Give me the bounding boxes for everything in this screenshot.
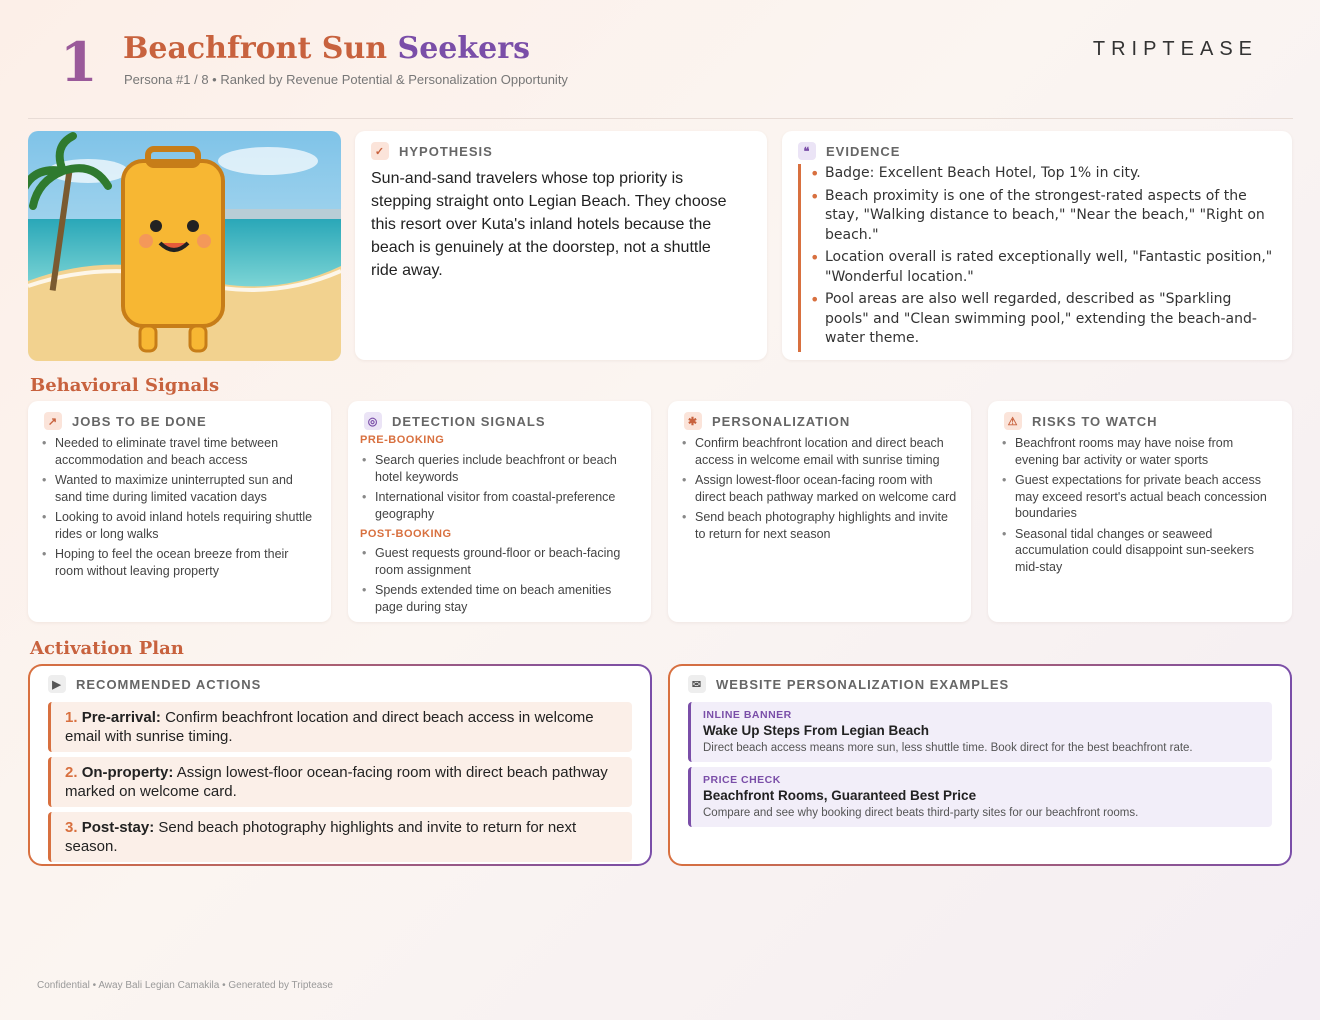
evidence-card bbox=[782, 131, 1292, 360]
action-item-post-stay bbox=[48, 812, 632, 862]
jobs-heading: JOBS TO BE DONE bbox=[72, 413, 207, 429]
action-item-pre-arrival bbox=[48, 702, 632, 752]
risks-heading: RISKS TO WATCH bbox=[1032, 413, 1158, 429]
hypothesis-header bbox=[371, 141, 493, 161]
action-label: Post-stay: bbox=[81, 819, 155, 836]
pre-booking-label: PRE-BOOKING bbox=[360, 434, 445, 446]
page-footer: Confidential • Away Bali Legian Camakila • Generated by Triptease bbox=[37, 980, 333, 991]
mail-icon: ✉ bbox=[688, 675, 706, 693]
warning-icon: ⚠ bbox=[1004, 412, 1022, 430]
personalization-heading: PERSONALIZATION bbox=[712, 413, 851, 429]
behavioral-signals-title: Behavioral Signals bbox=[30, 375, 220, 396]
example-label: PRICE CHECK bbox=[703, 774, 781, 786]
personalization-card bbox=[668, 401, 971, 622]
hypothesis-heading: HYPOTHESIS bbox=[399, 143, 493, 159]
list-item: • Spends extended time on beach amenities page during stay bbox=[362, 582, 638, 615]
list-item: • Guest expectations for private beach access may exceed resort's actual beach concession boundaries bbox=[1002, 472, 1278, 522]
example-description: Compare and see why booking direct beats third-party sites for our beachfront rooms. bbox=[703, 807, 1139, 819]
personalization-header bbox=[684, 411, 850, 431]
activation-plan-title: Activation Plan bbox=[30, 638, 184, 659]
hypothesis-card bbox=[355, 131, 767, 360]
example-label: INLINE BANNER bbox=[703, 709, 792, 721]
evidence-item: • Pool areas are also well regarded, described as "Sparkling pools" and "Clean swimming pool," extending the beach-and-water theme. bbox=[825, 290, 1278, 349]
recommended-actions-card bbox=[28, 664, 652, 866]
examples-header bbox=[688, 674, 1009, 694]
list-item: • Seasonal tidal changes or seaweed accumulation could disappoint sun-seekers mid-stay bbox=[1002, 526, 1278, 576]
action-text: Confirm beachfront location and direct beach access in welcome email with sunrise timing. bbox=[65, 709, 594, 745]
hypothesis-text: Sun-and-sand travelers whose top priority is stepping straight onto Legian Beach. They choose this resort over Kuta's inland hotels because the beach is genuinely at the doorstep, not a shuttle ride away. bbox=[371, 170, 727, 279]
jobs-list bbox=[42, 435, 318, 583]
evidence-item: • Location overall is rated exceptionally well, "Fantastic position," "Wonderful location." bbox=[825, 248, 1278, 287]
evidence-list bbox=[798, 164, 1278, 352]
example-description: Direct beach access means more sun, less shuttle time. Book direct for the best beachfront rate. bbox=[703, 742, 1193, 754]
list-item: • Wanted to maximize uninterrupted sun and sand time during limited vacation days bbox=[42, 472, 318, 505]
page-subtitle: Persona #1 / 8 • Ranked by Revenue Potential & Personalization Opportunity bbox=[124, 72, 568, 87]
action-text: Assign lowest-floor ocean-facing room with direct beach pathway marked on welcome card. bbox=[65, 764, 608, 800]
arrow-up-right-icon: ↗ bbox=[44, 412, 62, 430]
quote-icon: ❝ bbox=[798, 142, 816, 160]
website-examples-card bbox=[668, 664, 1292, 866]
action-number: 2. bbox=[65, 764, 78, 781]
list-item: • International visitor from coastal-preference geography bbox=[362, 489, 638, 522]
evidence-item: • Badge: Excellent Beach Hotel, Top 1% in city. bbox=[825, 164, 1278, 184]
title-part-1: Beachfront Sun bbox=[123, 31, 388, 66]
list-item: • Looking to avoid inland hotels requiring shuttle rides or long walks bbox=[42, 509, 318, 542]
personalization-list bbox=[682, 435, 958, 546]
action-label: Pre-arrival: bbox=[81, 709, 161, 726]
asterisk-icon: ✱ bbox=[684, 412, 702, 430]
example-title: Beachfront Rooms, Guaranteed Best Price bbox=[703, 788, 977, 803]
risks-card bbox=[988, 401, 1292, 622]
page-title bbox=[123, 30, 530, 68]
pre-booking-list bbox=[362, 452, 638, 526]
risks-list bbox=[1002, 435, 1278, 579]
example-inline-banner bbox=[688, 702, 1272, 762]
page-header bbox=[0, 0, 1320, 120]
post-booking-label: POST-BOOKING bbox=[360, 528, 452, 540]
risks-header bbox=[1004, 411, 1157, 431]
evidence-item: • Beach proximity is one of the strongest-rated aspects of the stay, "Walking distance to beach," "Near the beach," "Right on beach." bbox=[825, 187, 1278, 246]
example-title: Wake Up Steps From Legian Beach bbox=[703, 723, 930, 738]
play-icon: ▶ bbox=[48, 675, 66, 693]
post-booking-list bbox=[362, 545, 638, 619]
brand-logo: TRIPTEASE bbox=[1092, 38, 1258, 60]
list-item: • Beachfront rooms may have noise from evening bar activity or water sports bbox=[1002, 435, 1278, 468]
actions-heading: RECOMMENDED ACTIONS bbox=[76, 676, 262, 692]
persona-illustration bbox=[28, 131, 341, 361]
check-icon: ✓ bbox=[371, 142, 389, 160]
jobs-card bbox=[28, 401, 331, 622]
detection-header bbox=[364, 411, 546, 431]
target-icon: ◎ bbox=[364, 412, 382, 430]
action-number: 3. bbox=[65, 819, 78, 836]
evidence-heading: EVIDENCE bbox=[826, 143, 901, 159]
list-item: • Search queries include beachfront or beach hotel keywords bbox=[362, 452, 638, 485]
title-part-2: Seekers bbox=[397, 31, 530, 66]
persona-number: 1 bbox=[60, 30, 98, 94]
detection-heading: DETECTION SIGNALS bbox=[392, 413, 546, 429]
evidence-header bbox=[798, 141, 900, 161]
action-item-on-property bbox=[48, 757, 632, 807]
header-divider bbox=[28, 118, 1293, 119]
examples-heading: WEBSITE PERSONALIZATION EXAMPLES bbox=[716, 676, 1010, 692]
list-item: • Hoping to feel the ocean breeze from their room without leaving property bbox=[42, 546, 318, 579]
jobs-header bbox=[44, 411, 207, 431]
list-item: • Confirm beachfront location and direct beach access in welcome email with sunrise timing bbox=[682, 435, 958, 468]
list-item: • Send beach photography highlights and invite to return for next season bbox=[682, 509, 958, 542]
action-text: Send beach photography highlights and invite to return for next season. bbox=[65, 819, 577, 855]
action-label: On-property: bbox=[81, 764, 174, 781]
list-item: • Guest requests ground-floor or beach-facing room assignment bbox=[362, 545, 638, 578]
detection-card bbox=[348, 401, 651, 622]
example-price-check bbox=[688, 767, 1272, 827]
actions-header bbox=[48, 674, 261, 694]
list-item: • Assign lowest-floor ocean-facing room with direct beach pathway marked on welcome card bbox=[682, 472, 958, 505]
action-number: 1. bbox=[65, 709, 78, 726]
list-item: • Needed to eliminate travel time between accommodation and beach access bbox=[42, 435, 318, 468]
